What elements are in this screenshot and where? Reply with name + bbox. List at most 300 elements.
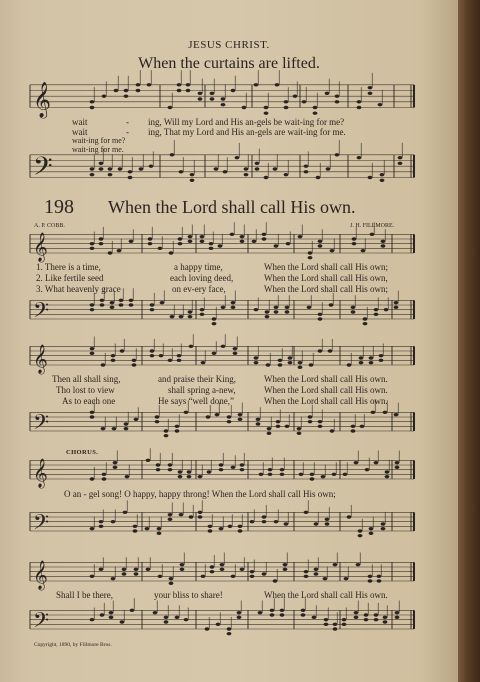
note-head	[265, 310, 270, 313]
note-head	[129, 299, 134, 302]
note-head	[164, 620, 169, 623]
note-head	[227, 420, 232, 423]
note-head	[184, 411, 189, 414]
note-head	[325, 522, 330, 525]
note-head	[342, 618, 347, 621]
note-head	[364, 618, 369, 621]
note-head	[308, 256, 313, 259]
lyric: He says “well done,”	[158, 396, 234, 406]
note-head	[99, 568, 104, 571]
note-head	[238, 418, 243, 421]
music-staff	[30, 152, 414, 186]
note-head	[242, 106, 247, 109]
note-head	[398, 156, 403, 159]
note-head	[188, 315, 193, 318]
note-head	[178, 470, 183, 473]
note-head	[381, 527, 386, 530]
note-head	[150, 349, 155, 352]
note-head	[223, 170, 228, 173]
note-head	[150, 308, 155, 311]
note-head	[240, 468, 245, 471]
note-head	[160, 301, 165, 304]
note-head	[363, 317, 368, 320]
note-head	[90, 415, 95, 418]
note-head	[395, 616, 400, 619]
note-head	[169, 251, 174, 254]
note-head	[221, 97, 226, 100]
note-head	[368, 575, 373, 578]
note-head	[268, 473, 273, 476]
note-head	[351, 310, 356, 313]
note-head	[111, 577, 116, 580]
note-head	[356, 563, 361, 566]
note-head	[100, 613, 105, 616]
note-head	[132, 363, 137, 366]
note-head	[209, 247, 214, 250]
note-head	[155, 420, 160, 423]
note-head	[395, 611, 400, 614]
note-head	[168, 513, 173, 516]
note-head	[285, 310, 290, 313]
note-head	[369, 361, 374, 364]
note-head	[111, 359, 116, 362]
music-staff	[30, 344, 414, 372]
note-head	[254, 356, 259, 359]
note-head	[368, 86, 373, 89]
note-head	[333, 627, 338, 630]
note-head	[310, 477, 315, 480]
note-head	[374, 613, 379, 616]
note-head	[198, 515, 203, 518]
note-head	[233, 352, 238, 355]
note-head	[381, 244, 386, 247]
note-head	[284, 100, 289, 103]
note-head	[188, 235, 193, 238]
lyric: When the Lord shall call His own;	[264, 262, 388, 272]
note-head	[117, 249, 122, 252]
note-head	[124, 422, 129, 425]
note-head	[178, 237, 183, 240]
note-head	[256, 422, 261, 425]
note-head	[394, 301, 399, 304]
note-head	[328, 349, 333, 352]
note-head	[122, 568, 127, 571]
note-head	[301, 609, 306, 612]
note-head	[318, 349, 323, 352]
note-head	[255, 162, 260, 165]
note-head	[110, 306, 115, 309]
note-head	[273, 167, 278, 170]
note-head	[146, 459, 151, 462]
note-head	[119, 303, 124, 306]
note-head	[124, 94, 129, 97]
note-head	[90, 106, 95, 109]
note-head	[342, 623, 347, 626]
note-head	[231, 466, 236, 469]
note-head	[357, 156, 362, 159]
note-head	[359, 361, 364, 364]
note-head	[206, 415, 211, 418]
note-head	[368, 579, 373, 582]
note-head	[333, 623, 338, 626]
note-head	[100, 303, 105, 306]
note-head	[262, 237, 267, 240]
note-head	[145, 527, 150, 530]
note-head	[148, 242, 153, 245]
note-head	[351, 306, 356, 309]
note-head	[153, 611, 158, 614]
lyric: wait-ing for me.	[72, 145, 124, 154]
note-head	[109, 616, 114, 619]
note-head	[90, 618, 95, 621]
lyric: Shall I be there,	[56, 590, 113, 600]
clef-icon: 𝄞	[33, 82, 52, 118]
note-head	[209, 242, 214, 245]
copyright-notice: Copyright, 1890, by Fillmore Bros.	[34, 642, 112, 648]
note-head	[283, 568, 288, 571]
note-head	[231, 575, 236, 578]
music-staff	[30, 458, 414, 486]
note-head	[335, 153, 340, 156]
page-edge	[458, 0, 480, 682]
note-head	[90, 575, 95, 578]
note-head	[264, 111, 269, 114]
note-head	[99, 525, 104, 528]
note-head	[208, 529, 213, 532]
note-head	[383, 411, 388, 414]
note-head	[325, 518, 330, 521]
note-head	[254, 83, 259, 86]
note-head	[111, 354, 116, 357]
note-head	[168, 463, 173, 466]
note-head	[109, 611, 114, 614]
note-head	[90, 100, 95, 103]
note-head	[221, 103, 226, 106]
note-head	[312, 616, 317, 619]
note-head	[220, 563, 225, 566]
note-head	[308, 420, 313, 423]
note-head	[113, 466, 118, 469]
note-head	[379, 359, 384, 362]
clef-icon: 𝄢	[33, 152, 53, 188]
note-head	[180, 563, 185, 566]
note-head	[184, 618, 189, 621]
note-head	[129, 240, 134, 243]
note-head	[187, 475, 192, 478]
note-head	[139, 167, 144, 170]
note-head	[326, 167, 331, 170]
lyric: When the Lord shall call His own.	[264, 374, 388, 384]
note-head	[114, 89, 119, 92]
note-head	[136, 83, 141, 86]
note-head	[377, 575, 382, 578]
note-head	[297, 427, 302, 430]
note-head	[188, 310, 193, 313]
note-head	[358, 534, 363, 537]
note-head	[304, 170, 309, 173]
note-head	[324, 623, 329, 626]
note-head	[179, 170, 184, 173]
note-head	[175, 429, 180, 432]
note-head	[266, 363, 271, 366]
note-head	[254, 308, 259, 311]
note-head	[164, 434, 169, 437]
note-head	[324, 618, 329, 621]
note-head	[357, 106, 362, 109]
note-head	[90, 527, 95, 530]
note-head	[90, 303, 95, 306]
note-head	[158, 575, 163, 578]
note-head	[90, 242, 95, 245]
note-head	[164, 429, 169, 432]
note-head	[268, 468, 273, 471]
lyric: Tho lost to view	[56, 385, 115, 395]
note-head	[380, 179, 385, 182]
note-head	[136, 89, 141, 92]
note-head	[175, 425, 180, 428]
note-head	[255, 167, 260, 170]
note-head	[304, 570, 309, 573]
lyric: ing, Will my Lord and His an-gels be wait-ing for me?	[148, 117, 345, 127]
note-head	[180, 568, 185, 571]
note-head	[210, 97, 215, 100]
note-head	[250, 520, 255, 523]
lyric: ing, That my Lord and His an-gels are wait-ing for me.	[148, 127, 346, 137]
lyric: a happy time,	[174, 262, 223, 272]
note-head	[267, 432, 272, 435]
note-head	[212, 317, 217, 320]
lyric: wait-ing for me?	[72, 136, 126, 145]
note-head	[285, 306, 290, 309]
note-head	[99, 237, 104, 240]
clef-icon: 𝄞	[33, 458, 48, 487]
clef-icon: 𝄢	[33, 298, 50, 327]
note-head	[168, 468, 173, 471]
lyric: -	[126, 117, 129, 127]
note-head	[111, 520, 116, 523]
clef-icon: 𝄞	[33, 344, 48, 373]
note-head	[132, 359, 137, 362]
note-head	[128, 170, 133, 173]
note-head	[293, 94, 298, 97]
note-head	[118, 167, 123, 170]
note-head	[123, 511, 128, 514]
note-head	[304, 575, 309, 578]
lyric: shall spring a-new,	[168, 385, 236, 395]
note-head	[385, 475, 390, 478]
note-head	[307, 306, 312, 309]
note-head	[330, 249, 335, 252]
lyric: As to each one	[62, 396, 116, 406]
hymn-title: When the Lord shall call His own.	[108, 197, 356, 217]
note-head	[100, 299, 105, 302]
note-head	[244, 173, 249, 176]
note-head	[304, 511, 309, 514]
note-head	[90, 477, 95, 480]
note-head	[325, 92, 330, 95]
note-head	[179, 513, 184, 516]
note-head	[227, 632, 232, 635]
note-head	[200, 235, 205, 238]
note-head	[364, 613, 369, 616]
note-head	[155, 415, 160, 418]
note-head	[304, 164, 309, 167]
note-head	[149, 164, 154, 167]
note-head	[308, 415, 313, 418]
chorus-label: CHORUS.	[66, 449, 99, 456]
note-head	[108, 167, 113, 170]
note-head	[395, 466, 400, 469]
note-head	[361, 249, 366, 252]
lyric: wait	[72, 127, 88, 137]
note-head	[288, 361, 293, 364]
note-head	[113, 461, 118, 464]
music-staff	[30, 298, 414, 326]
note-head	[374, 461, 379, 464]
note-head	[329, 303, 334, 306]
note-head	[220, 568, 225, 571]
lyric: each loving deed,	[170, 273, 234, 283]
note-head	[310, 473, 315, 476]
note-head	[284, 522, 289, 525]
note-head	[318, 425, 323, 428]
note-head	[156, 468, 161, 471]
note-head	[200, 308, 205, 311]
clef-icon: 𝄢	[33, 608, 50, 637]
note-head	[344, 577, 349, 580]
note-head	[384, 308, 389, 311]
note-head	[278, 359, 283, 362]
note-head	[200, 313, 205, 316]
note-head	[108, 251, 113, 254]
note-head	[90, 347, 95, 350]
note-head	[168, 518, 173, 521]
note-head	[227, 627, 232, 630]
note-head	[284, 173, 289, 176]
note-head	[150, 354, 155, 357]
note-head	[169, 577, 174, 580]
note-head	[301, 613, 306, 616]
note-head	[395, 461, 400, 464]
note-head	[398, 162, 403, 165]
note-head	[128, 176, 133, 179]
lyric: When the Lord shall call His own.	[264, 385, 388, 395]
note-head	[335, 100, 340, 103]
note-head	[240, 240, 245, 243]
note-head	[221, 345, 226, 348]
note-head	[146, 568, 151, 571]
note-head	[280, 468, 285, 471]
note-head	[102, 473, 107, 476]
note-head	[335, 94, 340, 97]
note-head	[102, 94, 107, 97]
note-head	[274, 244, 279, 247]
note-head	[351, 425, 356, 428]
music-staff	[30, 82, 414, 116]
note-head	[369, 527, 374, 530]
note-head	[190, 179, 195, 182]
note-head	[264, 106, 269, 109]
note-head	[179, 315, 184, 318]
note-head	[297, 432, 302, 435]
note-head	[358, 529, 363, 532]
note-head	[374, 308, 379, 311]
note-head	[275, 83, 280, 86]
note-head	[262, 515, 267, 518]
note-head	[363, 322, 368, 325]
note-head	[188, 240, 193, 243]
clef-icon: 𝄢	[33, 410, 50, 439]
note-head	[233, 347, 238, 350]
note-head	[90, 352, 95, 355]
note-head	[256, 418, 261, 421]
note-head	[380, 173, 385, 176]
note-head	[379, 354, 384, 357]
note-head	[240, 235, 245, 238]
note-head	[371, 411, 376, 414]
note-head	[212, 322, 217, 325]
note-head	[134, 572, 139, 575]
note-head	[302, 100, 307, 103]
note-head	[216, 623, 221, 626]
note-head	[378, 103, 383, 106]
note-head	[374, 313, 379, 316]
note-head	[276, 420, 281, 423]
note-head	[231, 301, 236, 304]
note-head	[267, 427, 272, 430]
note-head	[270, 609, 275, 612]
note-head	[125, 475, 130, 478]
note-head	[157, 527, 162, 530]
note-head	[219, 468, 224, 471]
note-head	[101, 363, 106, 366]
note-head	[374, 618, 379, 621]
note-head	[148, 237, 153, 240]
note-head	[240, 568, 245, 571]
note-head	[288, 356, 293, 359]
note-head	[99, 162, 104, 165]
note-head	[231, 89, 236, 92]
note-head	[383, 616, 388, 619]
note-head	[99, 520, 104, 523]
note-head	[210, 570, 215, 573]
clef-icon: 𝄢	[33, 510, 50, 539]
note-head	[370, 233, 375, 236]
lyric: on ev-ery face,	[172, 284, 226, 294]
note-head	[352, 237, 357, 240]
note-head	[274, 306, 279, 309]
lyric: 3. What heavenly grace	[36, 284, 121, 294]
music-staff	[30, 410, 414, 438]
note-head	[262, 233, 267, 236]
note-head	[201, 361, 206, 364]
note-head	[178, 242, 183, 245]
note-head	[286, 242, 291, 245]
note-head	[190, 173, 195, 176]
note-head	[262, 520, 267, 523]
note-head	[273, 579, 278, 582]
note-head	[212, 352, 217, 355]
music-staff	[30, 232, 414, 260]
note-head	[258, 611, 263, 614]
note-head	[189, 345, 194, 348]
note-head	[90, 247, 95, 250]
music-staff	[30, 608, 414, 636]
note-head	[90, 411, 95, 414]
note-head	[351, 429, 356, 432]
note-head	[214, 167, 219, 170]
note-head	[205, 627, 210, 630]
